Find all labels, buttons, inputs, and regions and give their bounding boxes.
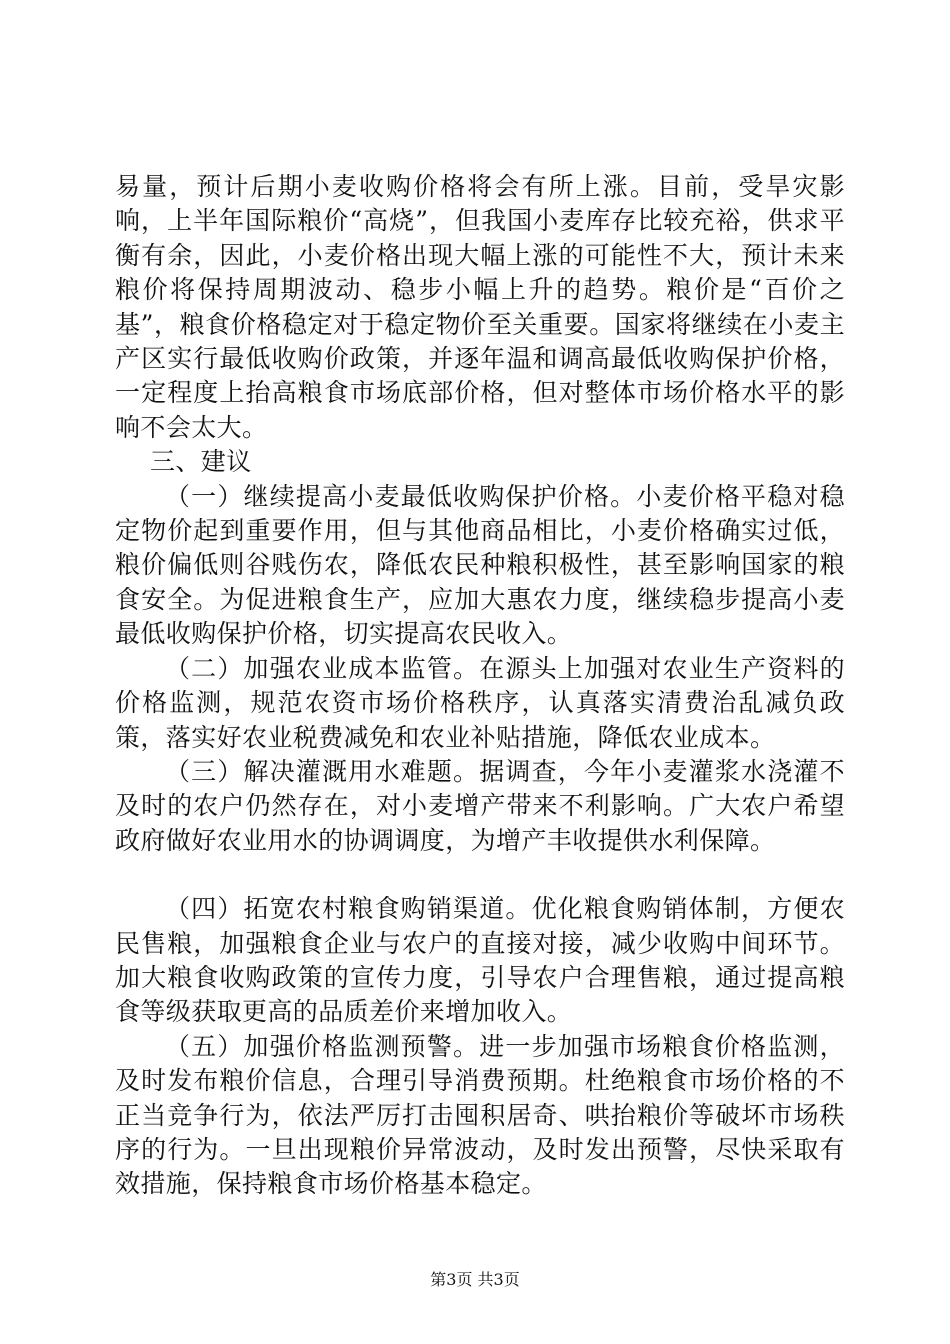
suggestion-5: （五）加强价格监测预警。进一步加强市场粮食价格监测，及时发布粮价信息，合理引导消费预期。杜绝粮食市场价格的不正当竞争行为，依法严厉打击囤积居奇、哄抬粮价等破坏市场秩序的行为。一旦出现粮价异常波动，及时发出预警，尽快采取有效措施，保持粮食市场价格基本稳定。 bbox=[115, 1031, 845, 1199]
paragraph-gap bbox=[115, 858, 845, 892]
suggestion-2: （二）加强农业成本监管。在源头上加强对农业生产资料的价格监测，规范农资市场价格秩序，认真落实清费治乱减负政策，落实好农业税费减免和农业补贴措施，降低农业成本。 bbox=[115, 653, 845, 752]
section-heading-suggestions: 三、建议 bbox=[150, 447, 252, 477]
document-body bbox=[115, 170, 845, 1202]
suggestion-4: （四）拓宽农村粮食购销渠道。优化粮食购销体制，方便农民售粮，加强粮食企业与农户的直接对接，减少收购中间环节。加大粮食收购政策的宣传力度，引导农户合理售粮，通过提高粮食等级获取更高的品质差价来增加收入。 bbox=[115, 894, 845, 1027]
page-footer: 第3页 共3页 bbox=[430, 1270, 520, 1289]
suggestion-3: （三）解决灌溉用水难题。据调查，今年小麦灌浆水浇灌不及时的农户仍然存在，对小麦增产带来不利影响。广大农户希望政府做好农业用水的协调调度，为增产丰收提供水利保障。 bbox=[115, 756, 845, 855]
paragraph-continuation: 易量，预计后期小麦收购价格将会有所上涨。目前，受旱灾影响，上半年国际粮价“高烧”，但我国小麦库存比较充裕，供求平衡有余，因此，小麦价格出现大幅上涨的可能性不大，预计未来粮价将保持周期波动、稳步小幅上升的趋势。粮价是“百价之基”，粮食价格稳定对于稳定物价至关重要。国家将继续在小麦主产区实行最低收购价政策，并逐年温和调高最低收购保护价格，一定程度上抬高粮食市场底部价格，但对整体市场价格水平的影响不会太大。 bbox=[115, 172, 845, 442]
suggestion-1: （一）继续提高小麦最低收购保护价格。小麦价格平稳对稳定物价起到重要作用，但与其他商品相比，小麦价格确实过低，粮价偏低则谷贱伤农，降低农民种粮积极性，甚至影响国家的粮食安全。为促进粮食生产，应加大惠农力度，继续稳步提高小麦最低收购保护价格，切实提高农民收入。 bbox=[115, 481, 845, 649]
